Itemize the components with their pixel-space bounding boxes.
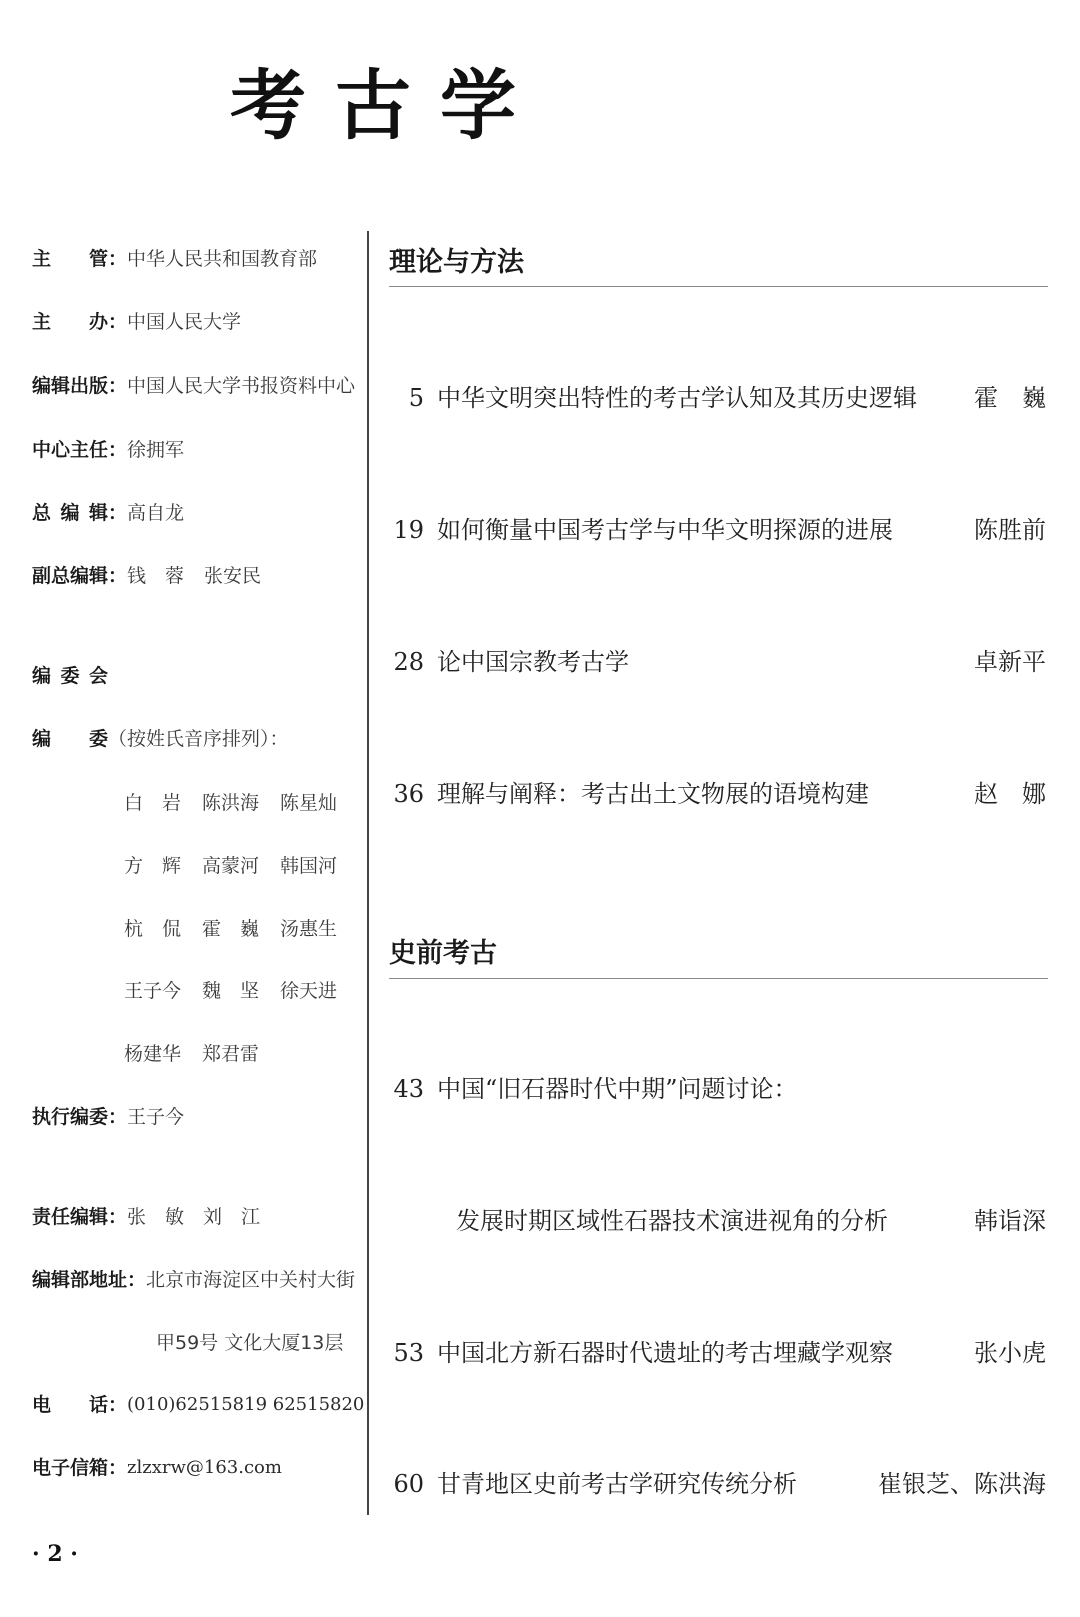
entry-title: 论中国宗教考古学 <box>437 648 629 676</box>
column-divider <box>367 231 369 1515</box>
executive-editor-value: 王子今 <box>127 1106 185 1128</box>
board-member: 杨建华 <box>124 1043 182 1065</box>
masthead-supervisor <box>32 247 317 271</box>
board-members-row <box>124 979 358 1003</box>
responsible-editors-value: 张 敏 刘 江 <box>127 1206 261 1228</box>
publisher-value: 中国人民大学书报资料中心 <box>127 375 356 397</box>
section-rule <box>389 286 1048 287</box>
center-director-value: 徐拥军 <box>127 439 185 461</box>
board-member: 汤惠生 <box>280 918 338 940</box>
entry-author: 赵 娜 <box>974 780 1046 808</box>
colon: ： <box>108 1457 128 1479</box>
entry-author: 韩诣深 <box>974 1207 1046 1235</box>
address-line-2: 甲59号 文化大厦13层 <box>156 1332 344 1354</box>
board-member: 方 辉 <box>124 855 182 877</box>
board-members-row <box>124 1042 280 1066</box>
deputy-editors-label: 副总编辑 <box>32 565 109 587</box>
entry-title: 甘青地区史前考古学研究传统分析 <box>437 1470 797 1498</box>
entry-title: 中华文明突出特性的考古学认知及其历史逻辑 <box>437 384 917 412</box>
supervisor-value: 中华人民共和国教育部 <box>127 248 318 270</box>
email-label: 电子信箱 <box>32 1457 109 1479</box>
sponsor-value: 中国人民大学 <box>127 311 242 333</box>
publisher-label: 编辑出版 <box>32 375 109 397</box>
colon: ： <box>108 439 128 461</box>
masthead-board-heading <box>32 664 108 688</box>
section-rule <box>389 978 1048 979</box>
masthead-phone <box>32 1393 364 1417</box>
deputy-editor-name: 张安民 <box>204 565 262 587</box>
board-member: 霍 巍 <box>202 918 260 940</box>
board-member: 魏 坚 <box>202 980 260 1002</box>
board-member: 陈洪海 <box>202 792 260 814</box>
masthead-address-continued <box>156 1331 343 1355</box>
board-members-row <box>124 917 358 941</box>
toc-entry <box>389 1468 1046 1500</box>
masthead-center-director <box>32 438 184 462</box>
entry-page-number: 43 <box>393 1075 424 1103</box>
masthead-publisher <box>32 374 355 398</box>
masthead-board <box>32 727 289 751</box>
toc-entry <box>389 382 1046 414</box>
masthead-responsible-editors <box>32 1205 260 1229</box>
colon: ： <box>108 311 128 333</box>
entry-title: 中国北方新石器时代遗址的考古埋藏学观察 <box>437 1339 893 1367</box>
board-members-row <box>124 854 358 878</box>
journal-title: 考古学 <box>230 61 545 150</box>
board-member: 徐天进 <box>280 980 338 1002</box>
colon: ： <box>108 1394 128 1416</box>
board-member: 韩国河 <box>280 855 338 877</box>
address-label: 编辑部地址 <box>32 1269 128 1291</box>
board-members-row <box>124 791 358 815</box>
deputy-editor-name: 钱 蓉 <box>127 565 185 587</box>
toc-entry <box>389 514 1046 546</box>
masthead-sponsor <box>32 310 241 334</box>
section-heading-prehistoric: 史前考古 <box>389 938 497 969</box>
center-director-label: 中心主任 <box>32 439 109 461</box>
toc-entry-continuation <box>389 1205 1046 1237</box>
toc-entry <box>389 646 1046 678</box>
email-value: zlzxrw@163.com <box>127 1457 282 1478</box>
entry-page-number: 28 <box>393 648 424 676</box>
masthead-email <box>32 1456 282 1480</box>
colon: ： <box>127 1269 147 1291</box>
colon: ： <box>108 1206 128 1228</box>
entry-title: 中国“旧石器时代中期”问题讨论： <box>437 1075 798 1103</box>
board-member: 高蒙河 <box>202 855 260 877</box>
board-member: 白 岩 <box>124 792 182 814</box>
board-heading: 编 委 会 <box>32 665 108 687</box>
entry-page-number: 5 <box>408 384 424 412</box>
board-member: 陈星灿 <box>280 792 338 814</box>
editor-in-chief-label: 总 编 辑 <box>32 502 108 524</box>
entry-page-number: 36 <box>393 780 424 808</box>
section-heading-theory: 理论与方法 <box>389 247 524 278</box>
masthead-executive-editor <box>32 1105 184 1129</box>
entry-author: 崔银芝、陈洪海 <box>878 1470 1046 1498</box>
entry-page-number: 60 <box>393 1470 424 1498</box>
entry-page-number: 19 <box>393 516 424 544</box>
board-member: 郑君雷 <box>202 1043 260 1065</box>
entry-author: 张小虎 <box>974 1339 1046 1367</box>
entry-author: 卓新平 <box>974 648 1046 676</box>
toc-entry <box>389 1337 1046 1369</box>
masthead-address <box>32 1268 355 1292</box>
editor-in-chief-value: 高自龙 <box>127 502 185 524</box>
entry-title: 如何衡量中国考古学与中华文明探源的进展 <box>437 516 893 544</box>
entry-author: 陈胜前 <box>974 516 1046 544</box>
toc-entry <box>389 778 1046 810</box>
entry-author: 霍 巍 <box>974 384 1046 412</box>
phone-value: (010)62515819 62515820 <box>127 1394 365 1415</box>
entry-subtitle: 发展时期区域性石器技术演进视角的分析 <box>456 1207 888 1235</box>
board-member: 王子今 <box>124 980 182 1002</box>
colon: ： <box>108 1106 128 1128</box>
masthead-editor-in-chief <box>32 501 184 525</box>
colon: ： <box>108 375 128 397</box>
entry-page-number: 53 <box>393 1339 424 1367</box>
masthead-deputy-editors <box>32 564 261 588</box>
phone-label: 电 话 <box>32 1394 109 1416</box>
toc-entry <box>389 1073 1046 1105</box>
executive-editor-label: 执行编委 <box>32 1106 109 1128</box>
board-label: 编 委 <box>32 728 109 750</box>
entry-title: 理解与阐释：考古出土文物展的语境构建 <box>437 780 869 808</box>
board-ordering-note: （按姓氏音序排列）： <box>108 728 289 750</box>
colon: ： <box>108 248 128 270</box>
board-member: 杭 侃 <box>124 918 182 940</box>
sponsor-label: 主 办 <box>32 311 109 333</box>
responsible-editors-label: 责任编辑 <box>32 1206 109 1228</box>
colon: ： <box>108 502 128 524</box>
page-number: · 2 · <box>32 1541 78 1567</box>
address-line-1: 北京市海淀区中关村大街 <box>146 1269 356 1291</box>
supervisor-label: 主 管 <box>32 248 109 270</box>
colon: ： <box>108 565 128 587</box>
